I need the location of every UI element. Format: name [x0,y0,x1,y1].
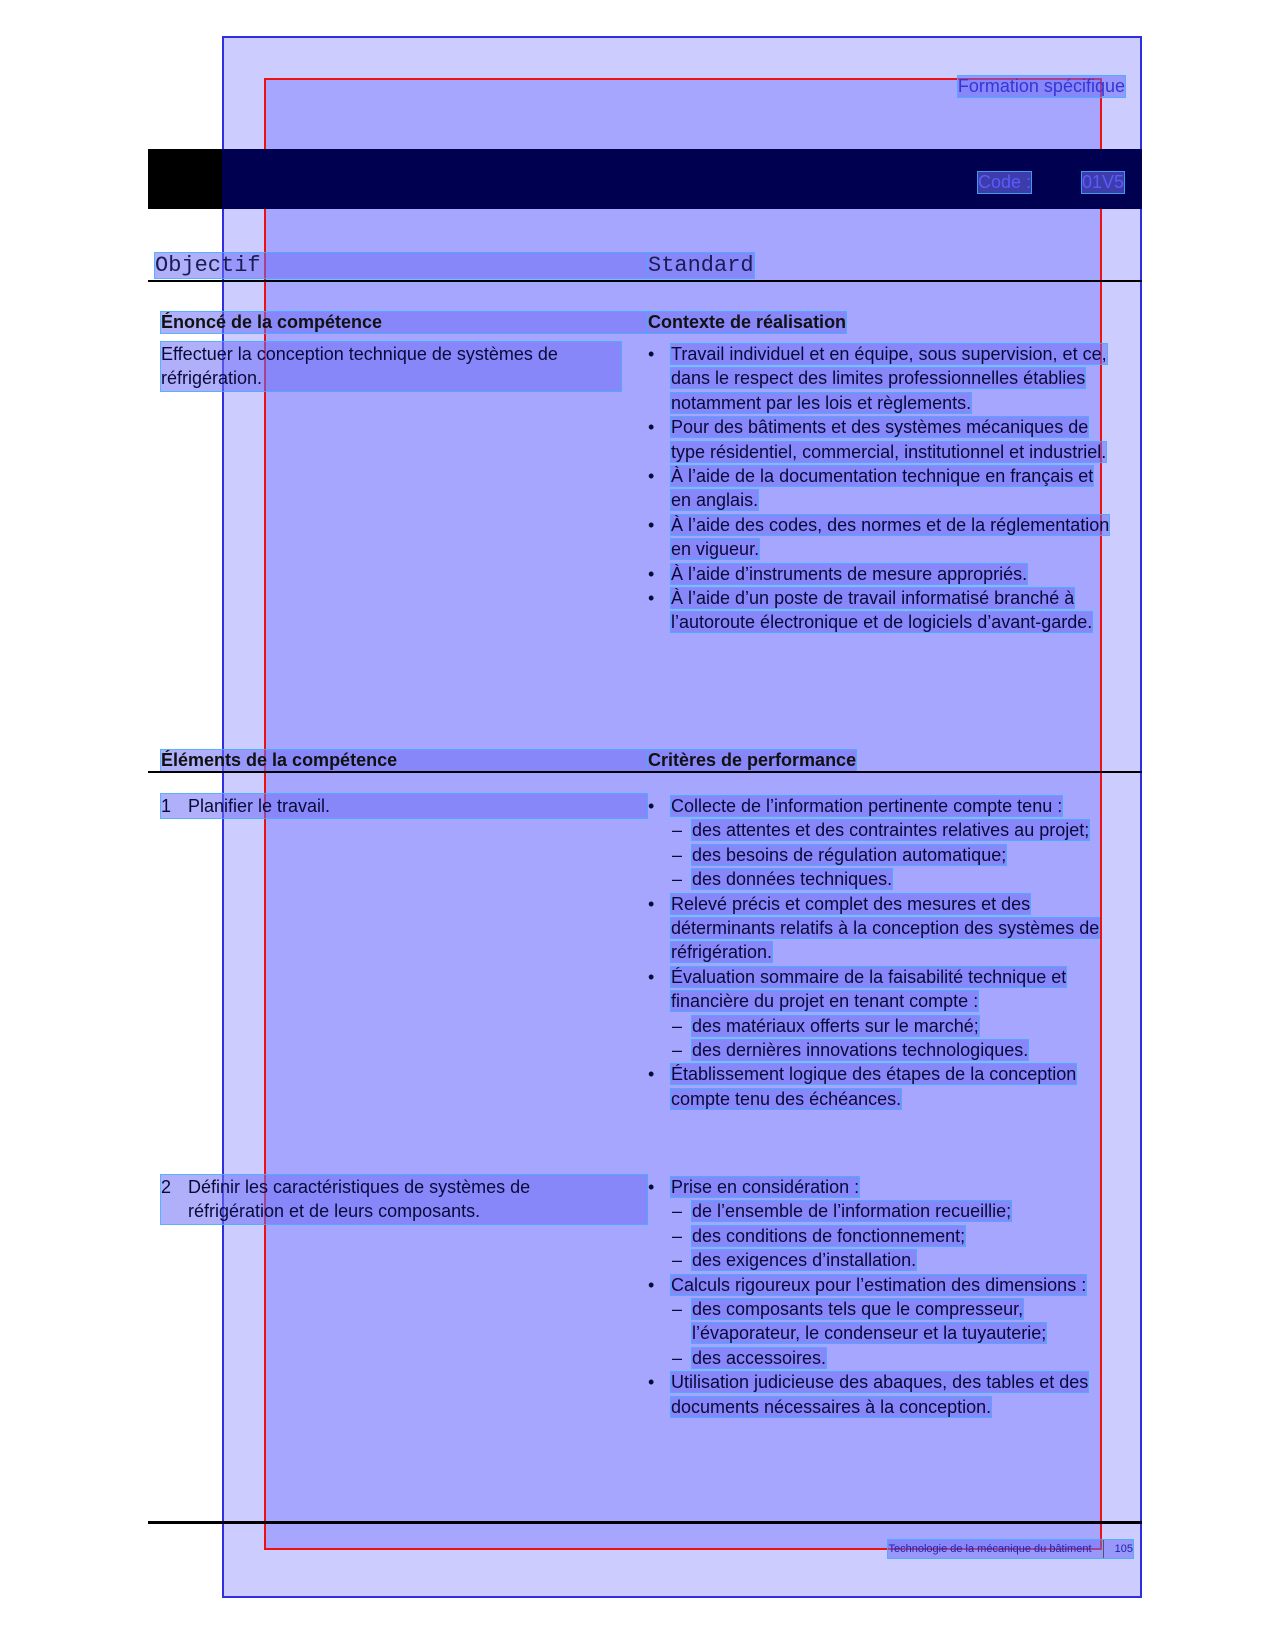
code-label: Code : [978,172,1032,192]
contexte-list [648,342,1110,635]
criteria-list-1 [648,794,1110,1111]
criterion-subitem: – des attentes et des contraintes relatives au projet; [648,818,1110,842]
criterion: • Établissement logique des étapes de la conception compte tenu des échéances. [648,1062,1110,1111]
criterion: • Évaluation sommaire de la faisabilité technique et financière du projet en tenant compte : – des matériaux offerts sur le marché; – des dernières innovations technologiques. [648,965,1110,1063]
criterion-subitem: – des données techniques. [648,867,1110,891]
contexte-title: Contexte de réalisation [648,312,847,332]
criterion-sublist [648,1014,1110,1063]
criterion-subitem: – des conditions de fonctionnement; [648,1224,1110,1248]
contexte-item: • À l’aide des codes, des normes et de la réglementation en vigueur. [648,513,1110,562]
criterion-subitem: – de l’ensemble de l’information recueillie; [648,1199,1110,1223]
element-1 [161,794,647,818]
footer-separator [1103,1540,1104,1558]
document-type-label: Formation spécifique [957,76,1125,96]
criterion-subitem: – des matériaux offerts sur le marché; [648,1014,1110,1038]
criterion-subitem: – des dernières innovations technologiques. [648,1038,1110,1062]
criterion: • Prise en considération : – de l’ensemble de l’information recueillie; – des conditions de fonctionnement; – des exigences d’installation. [648,1175,1110,1273]
criterion-subitem: – des composants tels que le compresseur, l’évaporateur, le condenseur et la tuyauterie; [648,1297,1110,1346]
criterion: • Collecte de l’information pertinente compte tenu : – des attentes et des contraintes relatives au projet; – des besoins de régulation automatique; – des données techniques. [648,794,1110,892]
enonce-text: Effectuer la conception technique de systèmes de réfrigération. [161,342,621,391]
footer-program: Technologie de la mécanique du bâtiment [888,1542,1092,1555]
criterion: • Utilisation judicieuse des abaques, des tables et des documents nécessaires à la conception. [648,1370,1110,1419]
section-rule [148,280,1142,282]
footer [888,1540,1133,1558]
contexte-item: • À l’aide de la documentation technique en français et en anglais. [648,464,1110,513]
criterion: • Calculs rigoureux pour l’estimation des dimensions : – des composants tels que le compresseur, l’évaporateur, le condenseur et la tuyauterie; – des accessoires. [648,1273,1110,1371]
standard-header: Standard [648,253,754,278]
contexte-item: • À l’aide d’instruments de mesure appropriés. [648,562,1110,586]
criterion: • Relevé précis et complet des mesures et des déterminants relatifs à la conception des systèmes de réfrigération. [648,892,1110,965]
section-rule [148,771,1142,773]
elements-title: Éléments de la compétence [161,750,647,771]
footer-page-number: 105 [1114,1542,1133,1555]
code-value: 01V5 [1082,172,1125,192]
criterion-sublist [648,1297,1110,1370]
criterion-subitem: – des accessoires. [648,1346,1110,1370]
contexte-item: • Pour des bâtiments et des systèmes mécaniques de type résidentiel, commercial, institutionnel et industriel. [648,415,1110,464]
footer-rule [148,1521,1142,1524]
element-text: Définir les caractéristiques de systèmes de réfrigération et de leurs composants. [188,1177,531,1222]
element-number: 1 [161,796,172,816]
header-band-left [148,149,222,209]
element-2 [161,1175,647,1224]
contexte-item: • Travail individuel et en équipe, sous supervision, et ce, dans le respect des limites professionnelles établies notamment par les lois et règlements. [648,342,1110,415]
element-number: 2 [161,1177,172,1197]
criteria-list-2 [648,1175,1110,1419]
criterion-subitem: – des exigences d’installation. [648,1248,1110,1272]
criterion-subitem: – des besoins de régulation automatique; [648,843,1110,867]
objectif-header: Objectif [155,253,647,278]
contexte-item: • À l’aide d’un poste de travail informatisé branché à l’autoroute électronique et de logiciels d’avant-garde. [648,586,1110,635]
enonce-title: Énoncé de la compétence [161,312,647,333]
element-text: Planifier le travail. [188,796,331,816]
criteres-title: Critères de performance [648,750,857,770]
criterion-sublist [648,1199,1110,1272]
criterion-sublist [648,818,1110,891]
